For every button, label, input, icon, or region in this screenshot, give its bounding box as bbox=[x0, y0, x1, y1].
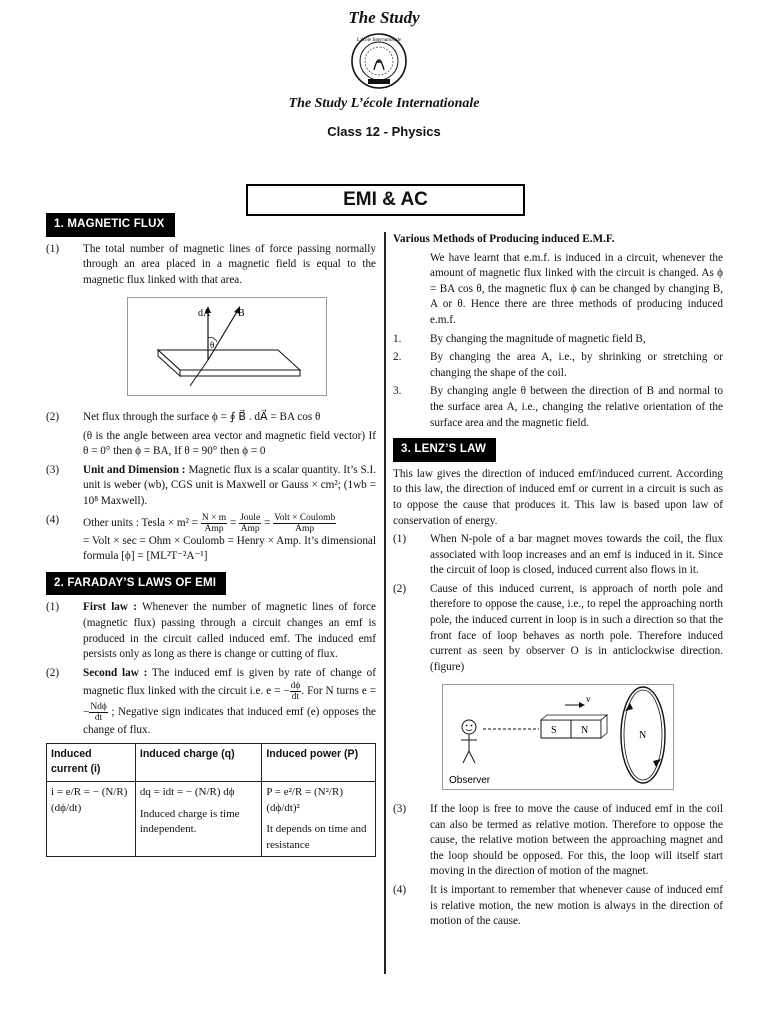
list-item: (4) Other units : Tesla × m² = $\frac{N \times m}{\text{Amp}}$ = $\frac{\text{Joule}}{\text{Amp}}$ = $\frac{\text{Volt × Coulomb}}{\text{Amp}}$ = Volt × sec = Ohm × Coulomb = Henry × Amp. It’s dimensional formula [ϕ] = [ML²T⁻²A⁻¹] bbox=[46, 513, 376, 565]
list-item bbox=[393, 332, 723, 348]
item-text-tail: ; Negative sign indicates that induced emf (e) opposes the change of flux. bbox=[83, 706, 376, 737]
left-column bbox=[46, 213, 376, 857]
item-text: By changing angle θ between the direction of B and normal to the surface area A, i.e., changing the relative orientation of the surface area and the magnetic field. bbox=[430, 385, 723, 429]
list-item bbox=[46, 242, 376, 289]
item-number: (1) bbox=[46, 242, 60, 255]
item-number: 3. bbox=[393, 385, 402, 398]
units-lead: Other units : Tesla × m² = bbox=[83, 516, 199, 529]
item-text: By changing the magnitude of magnetic field B, bbox=[430, 332, 646, 345]
item-text: The induced emf is given by rate of change of magnetic flux linked with the circuit i.e. bbox=[83, 666, 376, 698]
angle-note: (θ is the angle between area vector and magnetic field vector) If θ = 0° then ϕ = BA, If θ = 90° then ϕ = 0 bbox=[83, 429, 376, 458]
fraction: $\frac{N \times m}{\text{Amp}}$ bbox=[201, 512, 227, 534]
item-text: It is important to remember that whenever cause of induced emf is relative motion, the new motion is always in the direction of motion of the cause. bbox=[430, 884, 723, 928]
logo-text: L'école Internationale bbox=[356, 38, 402, 43]
lenz-intro: This law gives the direction of induced emf/induced current. According to this law, the direction of induced emf or current in a circuit is such as to oppose the cause that produces it. This law is based upon law of conservation of energy. bbox=[393, 467, 723, 527]
magnet-north-label: N bbox=[581, 725, 589, 737]
charge-note: Induced charge is time independent. bbox=[139, 807, 240, 836]
item-text: Whenever the number of magnetic lines of force (magnetic flux) passing through a circuit changes an emf is produced in the circuit called induced emf. The induced emf persists only as long as there is change or cutting of flux. bbox=[83, 601, 376, 661]
item-text: Magnetic flux is a scalar quantity. It’s S.I. unit is weber (wb), CGS unit is Maxwell or Gauss × cm²; (1wb = 10⁸ Maxwell). bbox=[83, 463, 377, 507]
list-item bbox=[46, 463, 376, 510]
brand-title: The Study bbox=[348, 8, 420, 27]
methods-intro: We have learnt that e.m.f. is induced in a circuit, whenever the amount of magnetic flux linked with the circuit is changed. As ϕ = BA cos θ, the magnetic flux ϕ can be changed by changing B, A or θ. Hence there are three methods of producing induced e.m.f. bbox=[430, 251, 723, 326]
item-text: By changing the area A, i.e., by shrinking or stretching or changing the shape of the coil. bbox=[430, 351, 723, 379]
section-heading-faraday: 2. FARADAY’S LAWS OF EMI bbox=[46, 572, 226, 596]
observer-label: Observer bbox=[449, 775, 491, 787]
fraction: $\frac{\text{Joule}}{\text{Amp}}$ bbox=[240, 512, 261, 534]
item-number: 1. bbox=[393, 332, 402, 345]
section-heading-magnetic-flux: 1. MAGNETIC FLUX bbox=[46, 213, 175, 237]
list-item bbox=[393, 802, 723, 880]
item-number: (2) bbox=[46, 410, 60, 423]
magnet-south-label: S bbox=[551, 725, 557, 737]
figure-label-B: B bbox=[238, 308, 245, 320]
right-column bbox=[393, 232, 723, 933]
methods-heading: Various Methods of Producing induced E.M.F. bbox=[393, 233, 615, 245]
list-item bbox=[393, 384, 723, 431]
table-cell bbox=[262, 782, 376, 857]
list-item bbox=[393, 532, 723, 579]
table-header: Induced power (P) bbox=[262, 743, 376, 781]
fraction: $\frac{\text{Ndϕ}}{dt}$ bbox=[90, 702, 107, 724]
item-bold-lead: Second law : bbox=[83, 666, 148, 679]
units-tail: = Volt × sec = Ohm × Coulomb = Henry × Amp. It’s dimensional formula [ϕ] = [ML²T⁻²A⁻¹] bbox=[83, 534, 376, 563]
item-text: If the loop is free to move the cause of induced emf in the coil can also be termed as relative motion. Therefore to oppose the cause, the relative motion between the approaching magnet and the loop should be opposed. For this, the loop will itself start moving in the direction of motion of the magnet. bbox=[430, 803, 723, 878]
magnet-loop-figure bbox=[442, 684, 674, 790]
figure-label-dA: dA bbox=[198, 308, 211, 320]
emf-eq-lead: e = − bbox=[266, 685, 290, 698]
item-number: (3) bbox=[393, 803, 407, 816]
induced-quantities-table bbox=[46, 743, 376, 858]
item-text: The total number of magnetic lines of force passing normally through an area placed in a magnetic field is equal to the magnetic flux linked with that area. bbox=[83, 242, 376, 286]
list-item bbox=[393, 883, 723, 930]
power-formula: P = e²/R = (N²/R)(dϕ/dt)² bbox=[266, 786, 343, 814]
power-note: It depends on time and resistance bbox=[266, 823, 367, 851]
item-text: When N-pole of a bar magnet moves towards the coil, the flux associated with loop increases and an emf is induced in it. Since the circuit of loop is closed, induced current also flows in it. bbox=[430, 533, 723, 577]
fraction: $\frac{d\phi}{dt}$ bbox=[290, 681, 301, 703]
list-item bbox=[46, 410, 376, 426]
item-number: (2) bbox=[46, 666, 60, 679]
item-number: (1) bbox=[393, 533, 407, 546]
figure-label-theta: θ bbox=[210, 340, 215, 351]
velocity-label: v bbox=[586, 694, 591, 705]
fraction: $\frac{\text{Volt × Coulomb}}{\text{Amp}}$ bbox=[274, 512, 336, 534]
charge-formula: dq = idt = − (N/R) dϕ bbox=[139, 786, 235, 799]
item-number: (1) bbox=[46, 601, 60, 614]
item-bold-lead: First law : bbox=[83, 601, 137, 614]
table-header: Induced current (i) bbox=[47, 743, 136, 781]
table-cell bbox=[135, 782, 261, 857]
school-logo bbox=[350, 32, 408, 90]
list-item bbox=[393, 350, 723, 381]
section-heading-lenz: 3. LENZ’S LAW bbox=[393, 438, 496, 462]
net-flux-formula: Net flux through the surface ϕ = ∮ B⃗ . dA⃗ = BA cos θ bbox=[83, 410, 321, 423]
list-item bbox=[46, 666, 376, 739]
item-bold-lead: Unit and Dimension : bbox=[83, 463, 186, 476]
n-turns: N turns bbox=[325, 685, 359, 698]
chapter-title: EMI & AC bbox=[246, 184, 525, 216]
item-number: (4) bbox=[46, 513, 60, 526]
column-divider bbox=[384, 232, 386, 974]
emf-eq2-lead: e = − bbox=[83, 685, 377, 719]
list-item bbox=[46, 600, 376, 662]
item-number: (4) bbox=[393, 884, 407, 896]
school-name: The Study L’école Internationale bbox=[288, 96, 480, 111]
item-number: (2) bbox=[393, 582, 407, 595]
table-cell: i = e/R = − (N/R)(dϕ/dt) bbox=[47, 782, 136, 857]
loop-north-label: N bbox=[639, 730, 647, 742]
flux-area-figure bbox=[127, 297, 327, 396]
item-number: (3) bbox=[46, 463, 60, 476]
item-text: Cause of this induced current, is approach of north pole and therefore to oppose the cause, i.e., to repel the approaching north pole, the induced current in loop is in such a direction so that the front face of loop behaves as north pole. Therefore induced current as seen by observer O is in anticlockwise direction. (figure) bbox=[430, 582, 723, 673]
list-item bbox=[393, 582, 723, 676]
class-subject: Class 12 - Physics bbox=[327, 124, 441, 139]
emf-for: . For bbox=[301, 685, 323, 698]
item-number: 2. bbox=[393, 351, 402, 364]
table-header: Induced charge (q) bbox=[135, 743, 261, 781]
